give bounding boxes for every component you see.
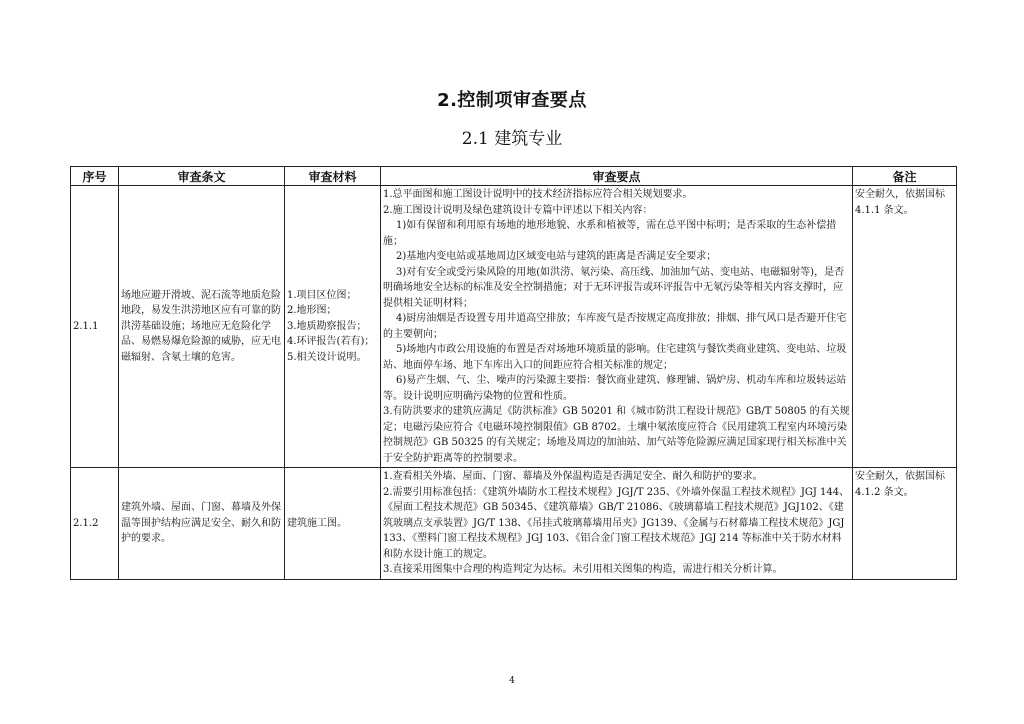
row-clause (119, 468, 285, 580)
material-item: 1.项目区位图； (287, 289, 357, 301)
material-item: 建筑施工图。 (287, 517, 347, 529)
header-seq: 序号 (71, 167, 119, 186)
material-item: 3.地质勘察报告； (287, 320, 367, 332)
header-points: 审查要点 (381, 167, 853, 186)
review-table (70, 166, 957, 580)
header-material: 审查材料 (285, 167, 381, 186)
row-remark: 安全耐久，依据国标 4.1.1 条文。 (853, 186, 957, 468)
row-seq: 2.1.1 (71, 186, 119, 468)
table-row (71, 186, 957, 468)
clause-text: 建筑外墙、屋面、门窗、幕墙及外保温等围护结构应满足安全、耐久和防护的要求。 (121, 502, 281, 544)
table-header-row (71, 167, 957, 186)
material-item: 4.环评报告(若有)； (287, 336, 375, 348)
row-seq: 2.1.2 (71, 468, 119, 580)
page-number: 4 (509, 676, 515, 686)
header-clause: 审查条文 (119, 167, 285, 186)
point-item: 1.总平面图和施工图设计说明中的技术经济指标应符合相关规划要求。 (383, 189, 693, 200)
row-points (381, 468, 853, 580)
point-item: 1)如有保留和利用原有场地的地形地貌、水系和植被等，需在总平图中标明；是否采取的生态补偿措施； (383, 220, 837, 247)
point-item: 3.直接采用图集中合理的构造判定为达标。未引用相关图集的构造，需进行相关分析计算。 (383, 564, 783, 575)
point-item: 5)场地内市政公用设施的布置是否对场地环境质量的影响。住宅建筑与餐饮类商业建筑、变电站、垃圾站、地面停车场、地下车库出入口的间距应符合相关标准的规定； (383, 344, 847, 371)
material-item: 5.相关设计说明。 (287, 351, 367, 363)
point-item: 6)易产生烟、气、尘、噪声的污染源主要指：餐饮商业建筑、修理铺、锅炉房、机动车库和垃圾转运站等。设计说明应明确污染物的位置和性质。 (383, 375, 847, 402)
table-row (71, 468, 957, 580)
row-remark: 安全耐久，依据国标 4.1.2 条文。 (853, 468, 957, 580)
row-material (285, 186, 381, 468)
row-points (381, 186, 853, 468)
row-clause (119, 186, 285, 468)
header-remark: 备注 (853, 167, 957, 186)
point-item: 4)厨房油烟是否设置专用井道高空排放；车库废气是否按规定高度排放；排烟、排气风口是否避开住宅的主要朝向； (383, 313, 847, 340)
point-item: 2.施工图设计说明及绿色建筑设计专篇中评述以下相关内容： (383, 204, 653, 216)
clause-text: 场地应避开滑坡、泥石流等地质危险地段，易发生洪涝地区应有可靠的防洪涝基础设施；场地应无危险化学品、易燃易爆危险源的威胁，应无电磁辐射、含氡土壤的危害。 (121, 289, 281, 363)
main-title: 2.控制项审查要点 (437, 90, 587, 111)
point-item: 2)基地内变电站或基地周边区域变电站与建筑的距离是否满足安全要求； (396, 251, 717, 262)
point-item: 3.有防洪要求的建筑应满足《防洪标准》GB 50201 和《城市防洪工程设计规范》GB/T 50805 的有关规定；电磁污染应符合《电磁环境控制限值》GB 8702。土壤中氡浓度应符合《民用建筑工程室内环境污染控制规范》GB 50325 的有关规定；场地及周边的加油站、加气站等危险源应满足国家现行相关标准中关于安全防护距离等的控制要求。 (383, 406, 850, 464)
section-title: 2.1 建筑专业 (461, 129, 563, 149)
point-item: 1.查看相关外墙、屋面、门窗、幕墙及外保温构造是否满足安全、耐久和防护的要求。 (383, 471, 763, 482)
material-item: 2.地形图； (287, 305, 337, 317)
point-item: 2.需要引用标准包括：《建筑外墙防水工程技术规程》JGJ/T 235、《外墙外保温工程技术规程》JGJ 144、《屋面工程技术规范》GB 50345、《建筑幕墙》GB/T 21086、《玻璃幕墙工程技术规范》JGJ102、《建筑玻璃点支承装置》JG/T 138、《吊挂式玻璃幕墙用吊夹》JG139、《金属与石材幕墙工程技术规范》JGJ 133、《塑料门窗工程技术规程》JGJ 103、《铝合金门窗工程技术规范》JGJ 214 等标准中关于防水材料和防水设计施工的规定。 (383, 486, 850, 560)
table-body (71, 186, 957, 580)
point-item: 3)对有安全或受污染风险的用地(如洪涝、氡污染、高压线、加油加气站、变电站、电磁辐射等)，是否明确场地安全达标的标准及安全控制措施；对于无环评报告或环评报告中无氡污染等相关内容支撑时，应提供相关证明材料； (383, 266, 845, 309)
row-material (285, 468, 381, 580)
